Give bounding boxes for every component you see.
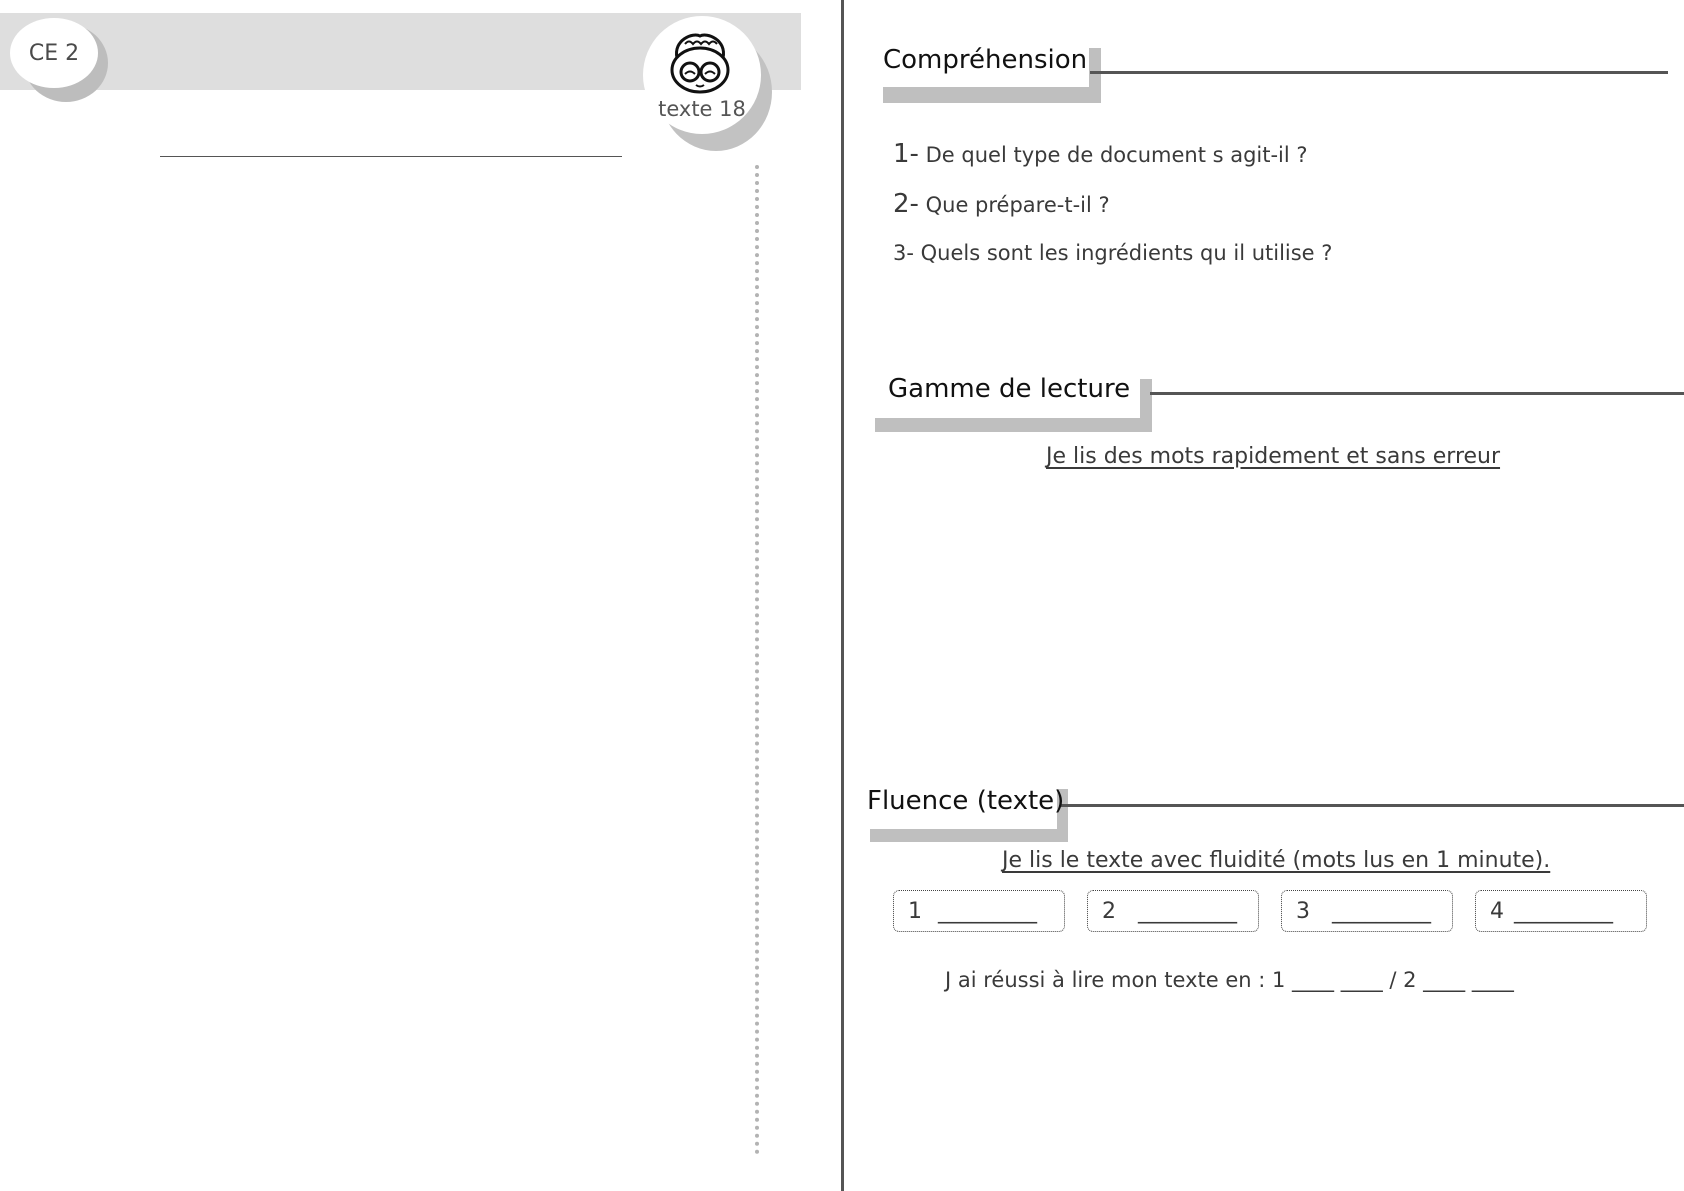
attempt-box-4[interactable] [1475, 890, 1647, 932]
dotted-separator [755, 165, 759, 1155]
question-1-text: De quel type de document s agit-il ? [925, 143, 1308, 167]
level-badge [10, 18, 98, 88]
fluence-instruction: Je lis le texte avec fluidité (mots lus en 1 minute). [1002, 848, 1551, 873]
attempt-box-2[interactable] [1087, 890, 1259, 932]
attempt-2-label: 2 [1102, 898, 1116, 924]
question-3 [893, 241, 1332, 265]
fluence-rule [1060, 804, 1684, 807]
fluence-title: Fluence (texte) [867, 786, 1065, 816]
attempt-4-blank: _________ [1514, 898, 1613, 924]
attempt-1-blank: _________ [938, 898, 1037, 924]
comprehension-header-shadow [883, 87, 1101, 103]
question-3-number: 3- [893, 241, 914, 265]
fluence-header-shadow [870, 829, 1068, 842]
question-3-text: Quels sont les ingrédients qu il utilise ? [920, 241, 1333, 265]
attempt-4-label: 4 [1490, 898, 1504, 924]
attempt-3-label: 3 [1296, 898, 1310, 924]
gamme-header-shadow-side [1140, 379, 1152, 432]
character-face-icon [663, 30, 737, 96]
attempt-1-label: 1 [908, 898, 922, 924]
comprehension-title: Compréhension [883, 45, 1088, 75]
page-fold-line [841, 0, 844, 1191]
question-1-number: 1- [893, 139, 919, 169]
text-number-label: texte 18 [658, 97, 746, 121]
question-1 [893, 139, 1308, 169]
question-2 [893, 189, 1110, 219]
gamme-instruction: Je lis des mots rapidement et sans erreur [1046, 444, 1501, 469]
attempt-3-blank: _________ [1332, 898, 1431, 924]
attempt-box-3[interactable] [1281, 890, 1453, 932]
success-line: J ai réussi à lire mon texte en : 1 ____ ____ / 2 ____ ____ [945, 968, 1514, 992]
gamme-rule [1150, 392, 1684, 395]
attempt-box-1[interactable] [893, 890, 1065, 932]
question-2-text: Que prépare-t-il ? [925, 193, 1110, 217]
level-label: CE 2 [28, 40, 80, 66]
attempt-2-blank: _________ [1138, 898, 1237, 924]
comprehension-header-shadow-side [1089, 48, 1101, 103]
gamme-header-shadow [875, 418, 1152, 432]
question-2-number: 2- [893, 189, 919, 219]
comprehension-rule [1090, 71, 1668, 74]
gamme-title: Gamme de lecture [888, 374, 1131, 404]
title-write-line [160, 156, 622, 157]
